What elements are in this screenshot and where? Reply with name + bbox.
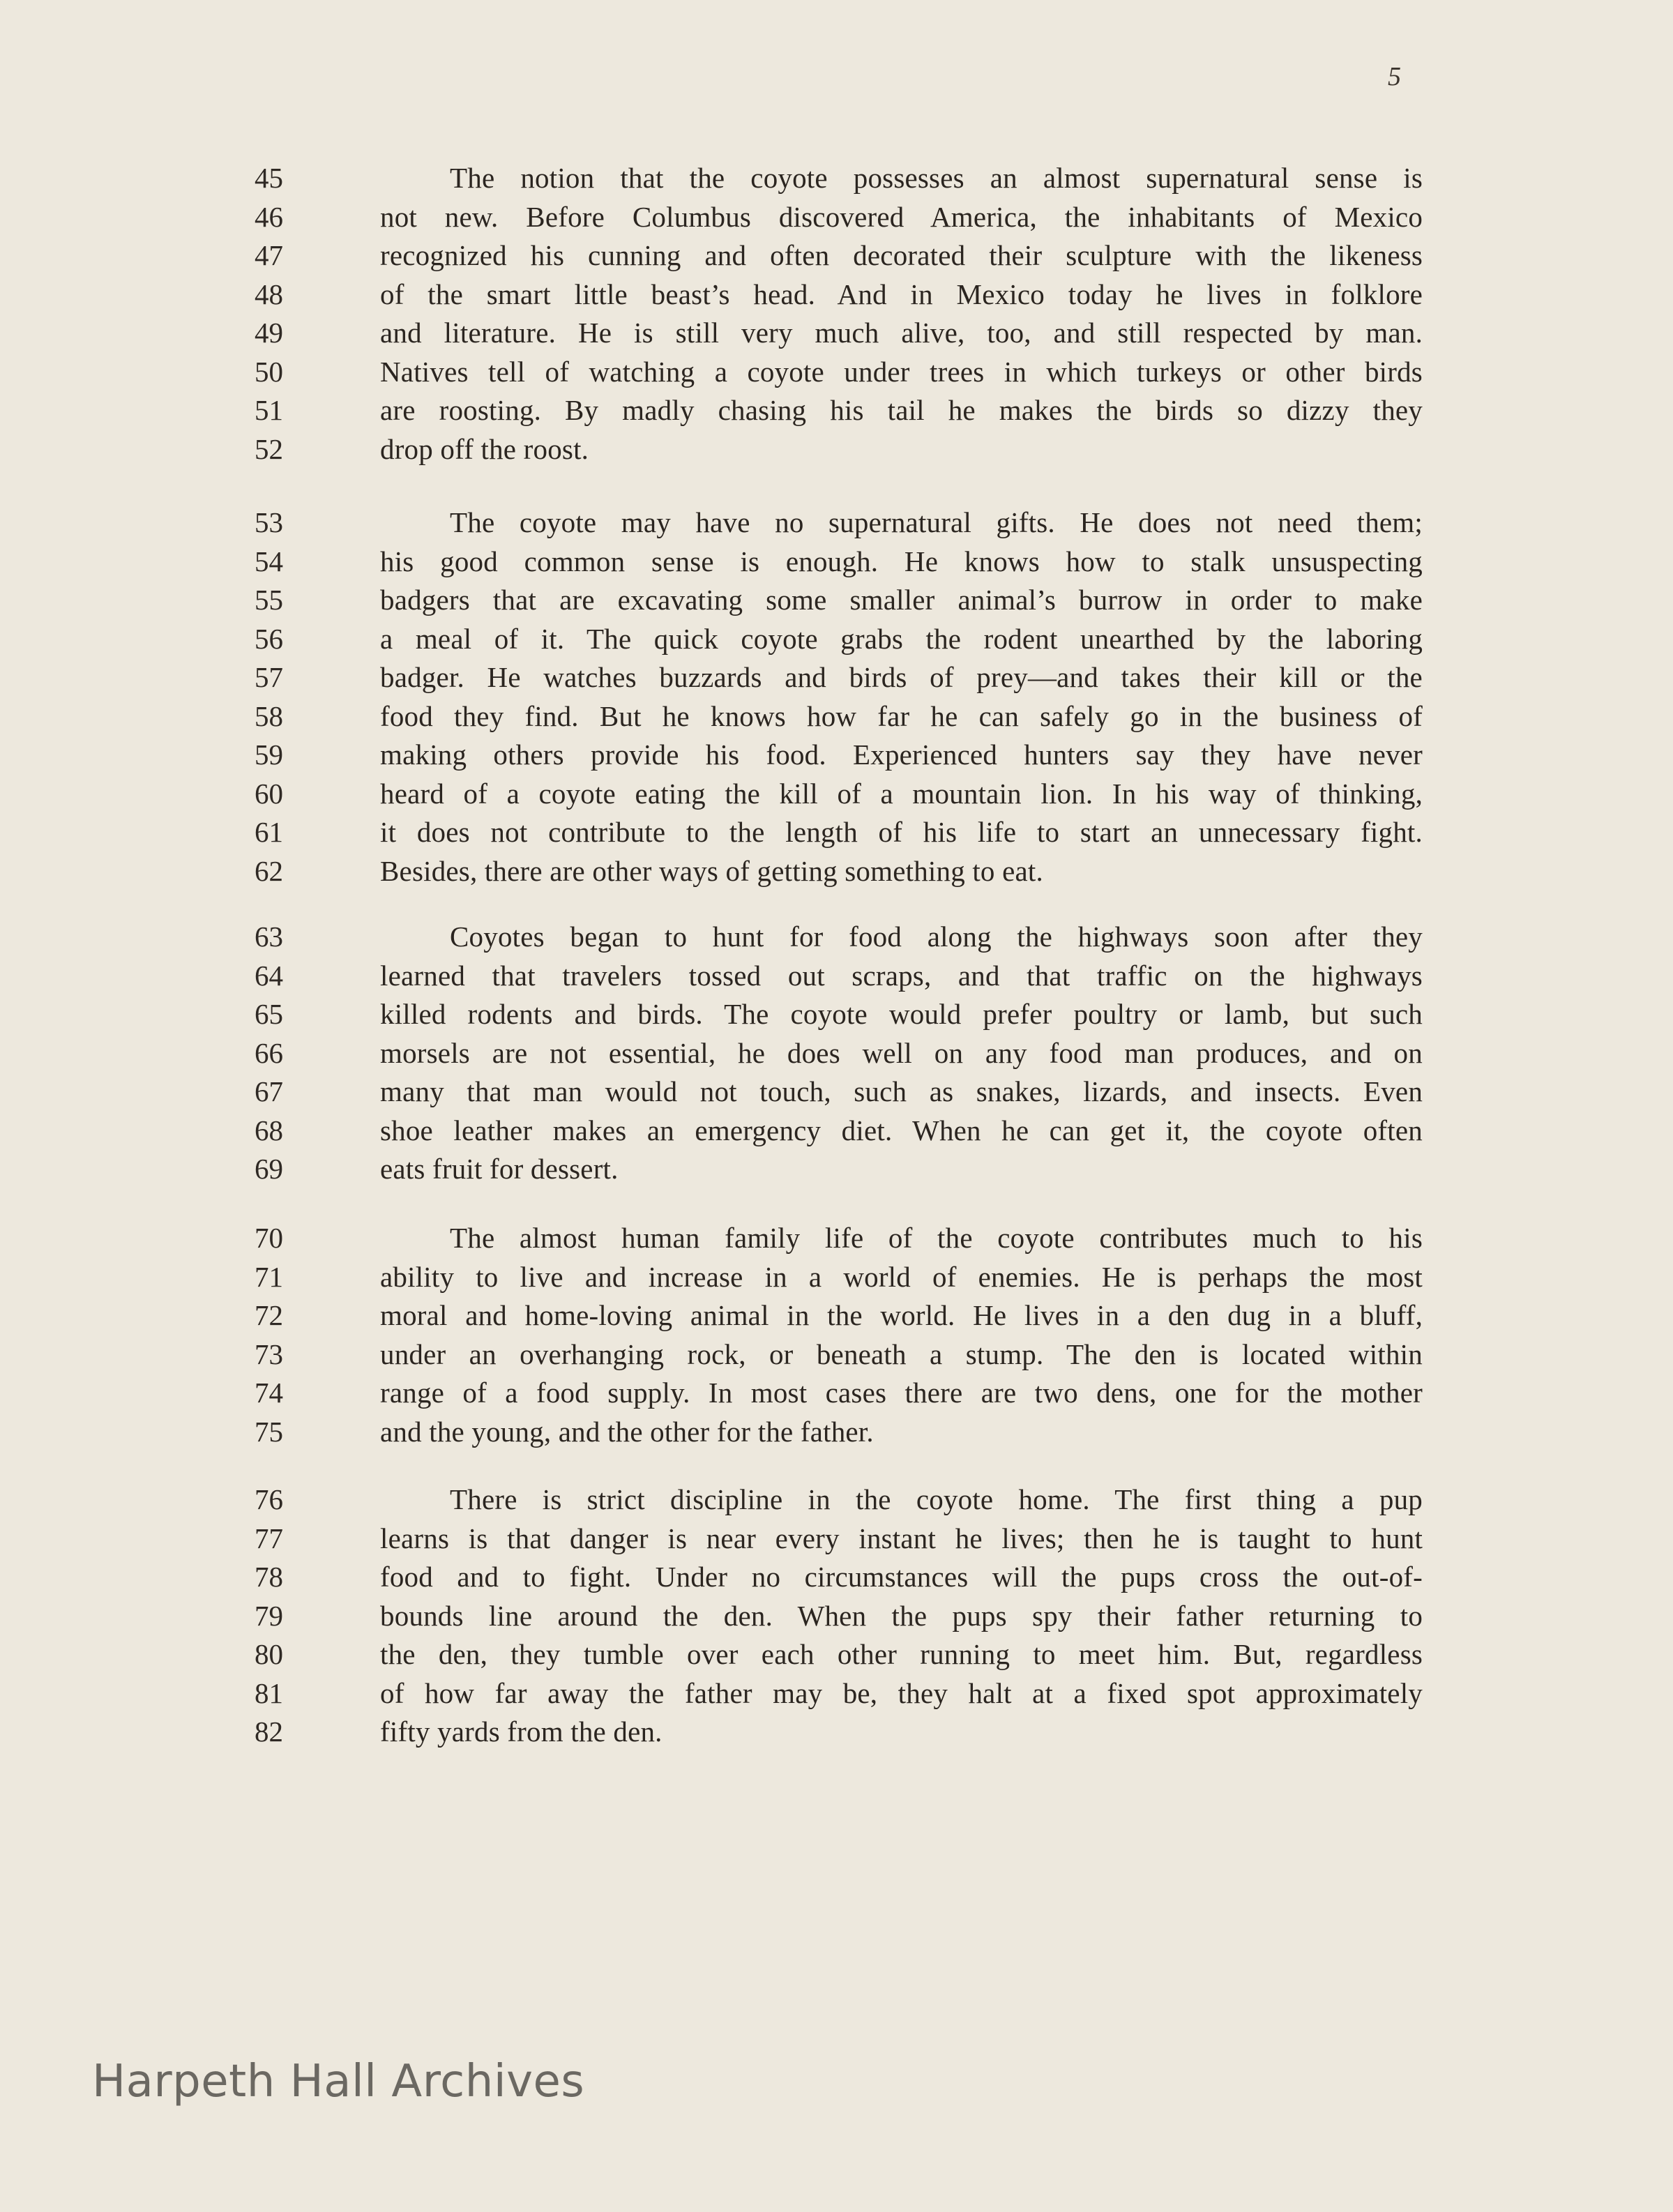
line-text: the den, they tumble over each other running to meet him. But, regardless: [380, 1638, 1423, 1670]
line-number: 76: [255, 1483, 283, 1515]
line-text: of how far away the father may be, they halt at a fixed spot approximately: [380, 1677, 1423, 1709]
line-text: badger. He watches buzzards and birds of prey—and takes their kill or the: [380, 661, 1423, 693]
line-number: 51: [255, 394, 283, 426]
line-text: The almost human family life of the coyote contributes much to his: [450, 1222, 1423, 1254]
line-text: recognized his cunning and often decorated their sculpture with the likeness: [380, 239, 1423, 271]
line-number: 73: [255, 1338, 283, 1370]
line-text: killed rodents and birds. The coyote would prefer poultry or lamb, but such: [380, 998, 1423, 1030]
line-number: 60: [255, 778, 283, 810]
line-text: heard of a coyote eating the kill of a mountain lion. In his way of thinking,: [380, 778, 1423, 810]
line-text: The coyote may have no supernatural gifts. He does not need them;: [450, 506, 1423, 538]
archive-watermark: Harpeth Hall Archives: [92, 2056, 585, 2107]
line-text: of the smart little beast’s head. And in Mexico today he lives in folklore: [380, 278, 1423, 310]
line-number: 55: [255, 584, 283, 616]
line-text: and literature. He is still very much alive, too, and still respected by man.: [380, 317, 1423, 349]
line-number: 79: [255, 1600, 283, 1632]
line-number: 52: [255, 433, 283, 465]
line-number: 78: [255, 1561, 283, 1593]
line-text: drop off the roost.: [380, 433, 589, 465]
line-text: badgers that are excavating some smaller animal’s burrow in order to make: [380, 584, 1423, 616]
line-number: 77: [255, 1522, 283, 1554]
line-text: Natives tell of watching a coyote under trees in which turkeys or other birds: [380, 356, 1423, 388]
line-number: 64: [255, 960, 283, 992]
line-text: are roosting. By madly chasing his tail he makes the birds so dizzy they: [380, 394, 1423, 426]
line-number: 61: [255, 816, 283, 848]
line-number: 74: [255, 1377, 283, 1409]
line-text: range of a food supply. In most cases there are two dens, one for the mother: [380, 1377, 1423, 1409]
line-number: 50: [255, 356, 283, 388]
line-number: 58: [255, 700, 283, 732]
line-text: not new. Before Columbus discovered America, the inhabitants of Mexico: [380, 201, 1423, 233]
line-text: bounds line around the den. When the pups spy their father returning to: [380, 1600, 1423, 1632]
line-text: learns is that danger is near every instant he lives; then he is taught to hunt: [380, 1522, 1423, 1554]
line-text: and the young, and the other for the father.: [380, 1416, 874, 1448]
line-text: many that man would not touch, such as snakes, lizards, and insects. Even: [380, 1075, 1423, 1107]
line-number: 81: [255, 1677, 283, 1709]
line-number: 54: [255, 545, 283, 577]
line-number: 71: [255, 1261, 283, 1293]
line-number: 66: [255, 1037, 283, 1069]
line-text: eats fruit for dessert.: [380, 1153, 619, 1185]
line-number: 47: [255, 239, 283, 271]
line-number: 53: [255, 506, 283, 538]
line-text: moral and home-loving animal in the world. He lives in a den dug in a bluff,: [380, 1299, 1423, 1331]
line-number: 80: [255, 1638, 283, 1670]
line-number: 75: [255, 1416, 283, 1448]
line-text: morsels are not essential, he does well on any food man produces, and on: [380, 1037, 1423, 1069]
line-number: 65: [255, 998, 283, 1030]
page-number: 5: [1388, 62, 1401, 91]
line-number: 82: [255, 1715, 283, 1748]
line-number: 69: [255, 1153, 283, 1185]
line-text: There is strict discipline in the coyote home. The first thing a pup: [450, 1483, 1423, 1515]
line-text: making others provide his food. Experienced hunters say they have never: [380, 738, 1423, 771]
line-number: 63: [255, 921, 283, 953]
line-text: food they find. But he knows how far he can safely go in the business of: [380, 700, 1423, 732]
line-text: under an overhanging rock, or beneath a stump. The den is located within: [380, 1338, 1423, 1370]
line-text: it does not contribute to the length of his life to start an unnecessary fight.: [380, 816, 1423, 848]
line-text: shoe leather makes an emergency diet. When he can get it, the coyote often: [380, 1114, 1423, 1146]
line-text: fifty yards from the den.: [380, 1715, 663, 1748]
line-number: 45: [255, 162, 283, 194]
line-number: 46: [255, 201, 283, 233]
line-text: Coyotes began to hunt for food along the highways soon after they: [450, 921, 1423, 953]
line-number: 56: [255, 623, 283, 655]
line-number: 49: [255, 317, 283, 349]
line-number: 48: [255, 278, 283, 310]
line-number: 67: [255, 1075, 283, 1107]
line-text: a meal of it. The quick coyote grabs the rodent unearthed by the laboring: [380, 623, 1423, 655]
line-number: 68: [255, 1114, 283, 1146]
line-text: The notion that the coyote possesses an almost supernatural sense is: [450, 162, 1423, 194]
line-number: 57: [255, 661, 283, 693]
line-number: 59: [255, 738, 283, 771]
line-text: learned that travelers tossed out scraps, and that traffic on the highways: [380, 960, 1423, 992]
line-number: 62: [255, 855, 283, 887]
line-text: Besides, there are other ways of getting something to eat.: [380, 855, 1043, 887]
line-text: his good common sense is enough. He knows how to stalk unsuspecting: [380, 545, 1423, 577]
line-text: food and to fight. Under no circumstances will the pups cross the out-of-: [380, 1561, 1423, 1593]
line-number: 70: [255, 1222, 283, 1254]
line-text: ability to live and increase in a world of enemies. He is perhaps the most: [380, 1261, 1423, 1293]
line-number: 72: [255, 1299, 283, 1331]
